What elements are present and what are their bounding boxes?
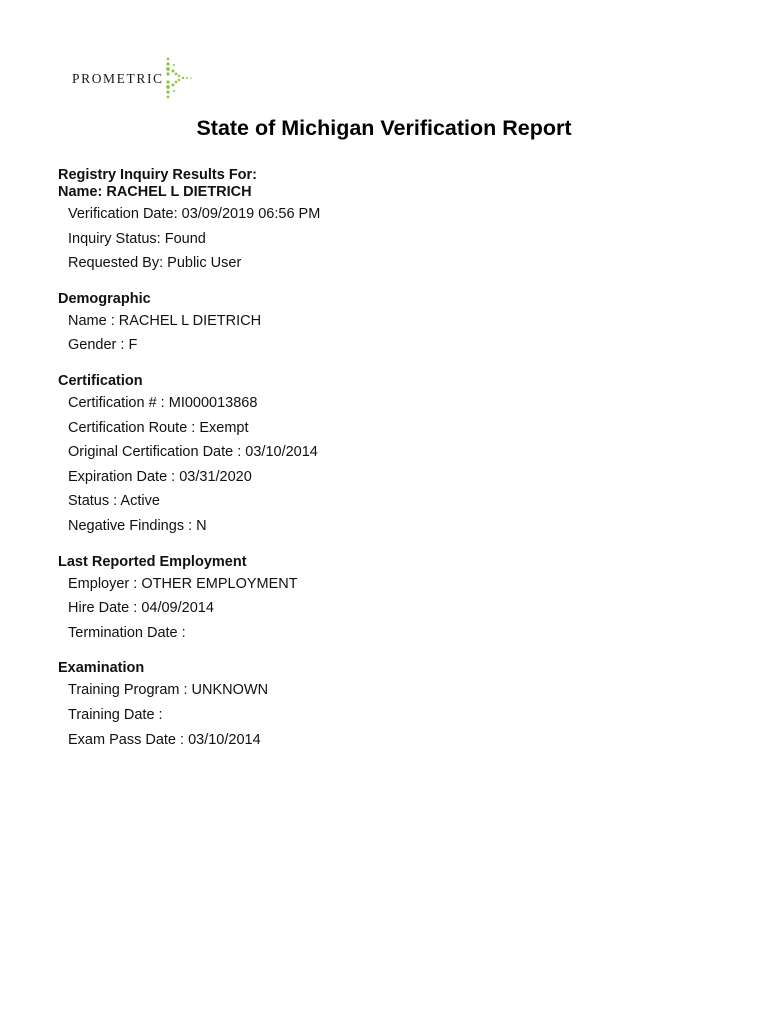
employer: Employer : OTHER EMPLOYMENT (68, 575, 298, 592)
report-content (58, 167, 738, 752)
section-demographic (58, 291, 738, 358)
demographic-name: Name : RACHEL L DIETRICH (68, 312, 262, 329)
section-examination (58, 660, 738, 752)
negative-findings: Negative Findings : N (68, 517, 207, 534)
training-program: Training Program : UNKNOWN (68, 682, 269, 699)
section-fields (58, 678, 738, 752)
section-title: Demographic (58, 290, 151, 307)
logo-text: PROMETRIC (72, 71, 164, 86)
prometric-logo (72, 58, 194, 100)
page-title: State of Michigan Verification Report (196, 116, 572, 140)
section-certification (58, 373, 738, 539)
hire-date: Hire Date : 04/09/2014 (68, 600, 214, 617)
certification-route: Certification Route : Exempt (68, 419, 249, 436)
section-fields (58, 572, 738, 646)
section-fields (58, 309, 738, 358)
section-title: Last Reported Employment (58, 553, 247, 570)
certification-number: Certification # : MI000013868 (68, 394, 258, 411)
section-title: Certification (58, 372, 143, 389)
exam-pass-date: Exam Pass Date : 03/10/2014 (68, 731, 261, 748)
inquiry-block (58, 167, 738, 276)
requested-by: Requested By: Public User (68, 255, 242, 272)
section-title: Examination (58, 660, 145, 677)
inquiry-name: Name: RACHEL L DIETRICH (58, 184, 252, 200)
section-fields (58, 391, 738, 539)
inquiry-fields (58, 202, 738, 276)
original-certification-date: Original Certification Date : 03/10/2014 (68, 444, 318, 461)
certification-status: Status : Active (68, 493, 160, 510)
verification-date: Verification Date: 03/09/2019 06:56 PM (68, 206, 321, 222)
expiration-date: Expiration Date : 03/31/2020 (68, 468, 252, 485)
training-date: Training Date : (68, 706, 163, 723)
section-employment (58, 554, 738, 646)
prometric-starburst-icon (164, 56, 194, 100)
termination-date: Termination Date : (68, 624, 186, 641)
inquiry-status: Inquiry Status: Found (68, 230, 206, 247)
inquiry-heading: Registry Inquiry Results For: (58, 167, 258, 183)
demographic-gender: Gender : F (68, 337, 138, 354)
